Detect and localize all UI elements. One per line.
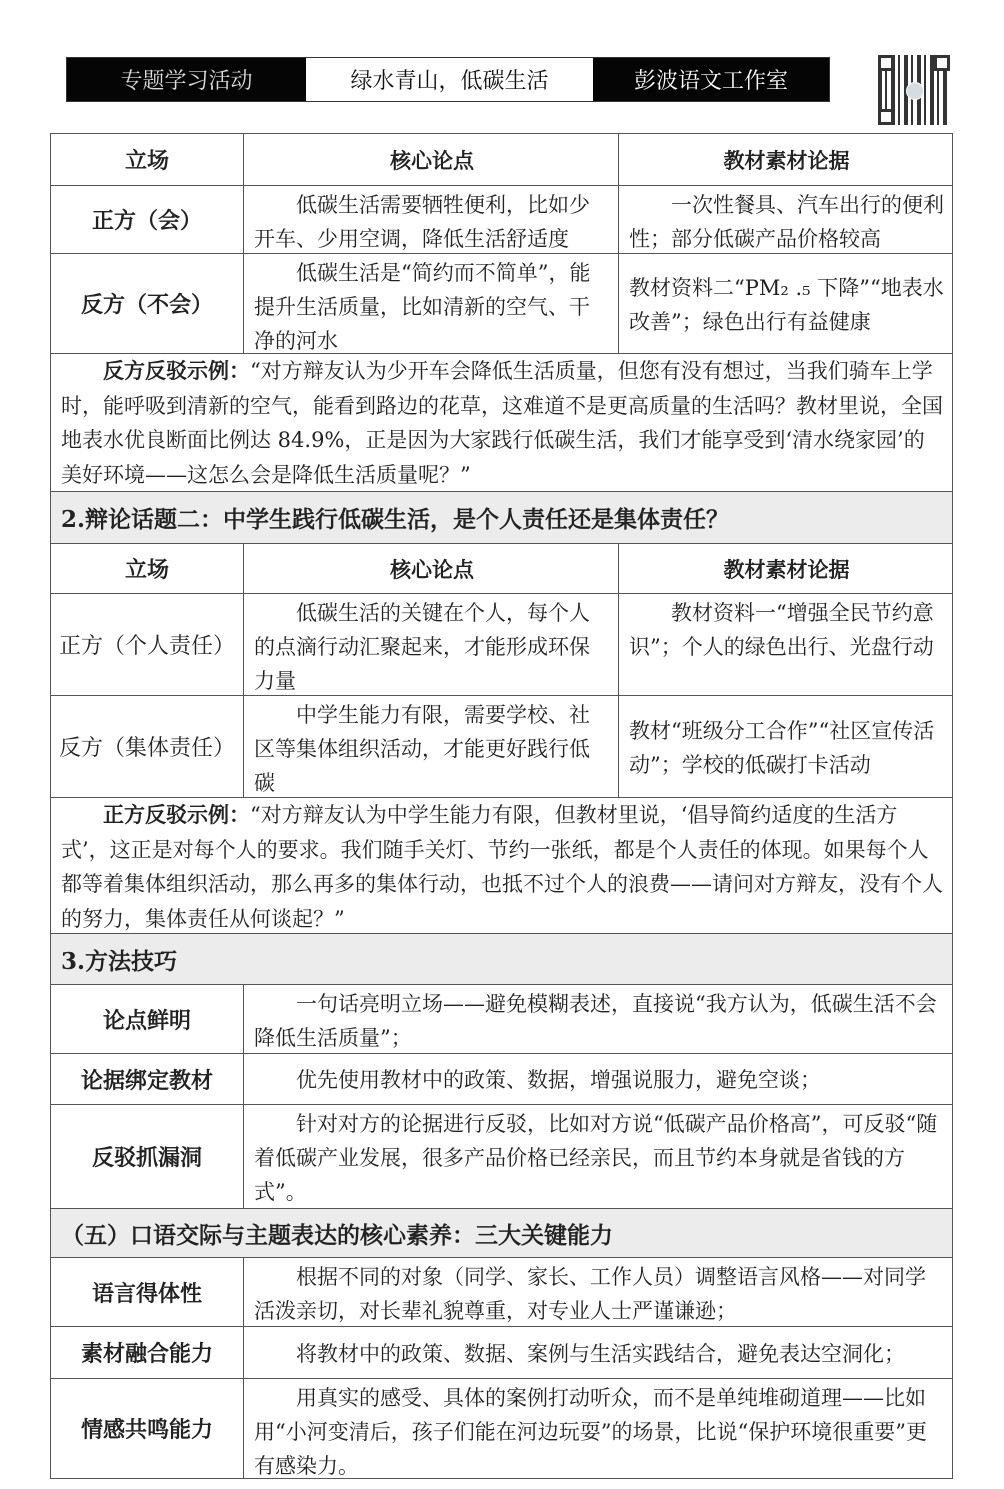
table-row <box>51 253 952 353</box>
rebuttal-row <box>51 353 952 491</box>
header-studio: 彭波语文工作室 <box>593 58 829 101</box>
col-header: 教材素材论据 <box>723 147 850 173</box>
rebuttal-text <box>51 354 952 491</box>
section-heading: （五）口语交际与主题表达的核心素养：三大关键能力 <box>51 1208 952 1257</box>
table2-header <box>51 543 952 593</box>
method-text: 一句话亮明立场——避免模糊表述，直接说“我方认为，低碳生活不会降低生活质量”； <box>254 992 937 1050</box>
point-cell: 低碳生活需要牺牲便利，比如少开车、少用空调，降低生活舒适度 <box>244 186 619 253</box>
ability-text: 根据不同的对象（同学、家长、工作人员）调整语言风格——对同学活泼亲切，对长辈礼貌尊重，对专业人士严谨谦逊； <box>254 1265 926 1323</box>
section-heading: 3.方法技巧 <box>51 933 952 984</box>
rebuttal-body: “对方辩友认为中学生能力有限，但教材里说，‘倡导简约适度的生活方式’，这正是对每个人的要求。我们随手关灯、节约一张纸，都是个人责任的体现。如果每个人都等着集体组织活动，那么再多的集体行动，也抵不过个人的浪费——请问对方辩友，没有个人的努力，集体责任从何谈起？” <box>61 803 943 931</box>
ability-text: 将教材中的政策、数据、案例与生活实践结合，避免表达空洞化； <box>296 1341 905 1366</box>
table-row <box>51 1326 952 1378</box>
header-title: 绿水青山，低碳生活 <box>306 58 593 101</box>
method-text: 优先使用教材中的政策、数据，增强说服力，避免空谈； <box>296 1068 821 1092</box>
qr-code-icon <box>878 55 950 125</box>
table-row <box>51 185 952 253</box>
point-cell: 中学生能力有限，需要学校、社区等集体组织活动，才能更好践行低碳 <box>244 696 619 797</box>
rebuttal-body: “对方辩友认为少开车会降低生活质量，但您有没有想过，当我们骑车上学时，能呼吸到清新的空气，能看到路边的花草，这难道不是更高质量的生活吗？教材里说，全国地表水优良断面比例达 84.9%，正是因为大家践行低碳生活，我们才能享受到‘清水绕家园’的美好环境——这怎么会是降低生活质量呢？” <box>61 359 943 487</box>
ability-label: 素材融合能力 <box>51 1327 244 1378</box>
rebuttal-label: 正方反驳示例： <box>103 802 250 827</box>
table-row <box>51 593 952 695</box>
rebuttal-row <box>51 797 952 933</box>
table-row <box>51 1257 952 1326</box>
col-header: 立场 <box>51 134 244 185</box>
section-heading: 2.辩论话题二：中学生践行低碳生活，是个人责任还是集体责任？ <box>51 491 952 543</box>
method-text: 针对对方的论据进行反驳，比如对方说“低碳产品价格高”，可反驳“随着低碳产业发展，很多产品价格已经亲民，而且节约本身就是省钱的方式”。 <box>254 1112 938 1204</box>
side-label: 正方（会） <box>51 186 244 253</box>
method-label: 论据绑定教材 <box>51 1054 244 1104</box>
ability-label: 情感共鸣能力 <box>51 1379 244 1478</box>
side-label: 反方（集体责任） <box>51 696 244 797</box>
header-banner <box>66 57 830 102</box>
col-header: 教材素材论据 <box>723 556 850 582</box>
table-row <box>51 695 952 797</box>
col-header: 核心论点 <box>244 134 619 185</box>
table-row <box>51 1104 952 1208</box>
point-cell: 低碳生活的关键在个人，每个人的点滴行动汇聚起来，才能形成环保力量 <box>244 594 619 695</box>
ability-text: 用真实的感受、具体的案例打动听众，而不是单纯堆砌道理——比如用“小河变清后，孩子们能在河边玩耍”的场景，比说“保护环境很重要”更有感染力。 <box>254 1386 927 1478</box>
table1-header <box>51 134 952 185</box>
rebuttal-text <box>51 798 952 933</box>
evidence-cell: 一次性餐具、汽车出行的便利性；部分低碳产品价格较高 <box>629 193 944 251</box>
table-row <box>51 1378 952 1478</box>
ability-label: 语言得体性 <box>51 1258 244 1326</box>
rebuttal-label: 反方反驳示例： <box>103 358 250 383</box>
method-label: 反驳抓漏洞 <box>51 1105 244 1208</box>
side-label: 正方（个人责任） <box>51 594 244 695</box>
evidence-cell: 教材资料二“PM₂ .₅ 下降”“地表水改善”；绿色出行有益健康 <box>629 275 944 334</box>
side-label: 反方（不会） <box>51 254 244 353</box>
content-table <box>50 133 953 1479</box>
table-row <box>51 984 952 1053</box>
evidence-cell: 教材“班级分工合作”“社区宣传活动”；学校的低碳打卡活动 <box>629 718 935 777</box>
table-row <box>51 1053 952 1104</box>
col-header: 立场 <box>51 544 244 593</box>
method-label: 论点鲜明 <box>51 985 244 1053</box>
col-header: 核心论点 <box>244 544 619 593</box>
point-cell: 低碳生活是“简约而不简单”，能提升生活质量，比如清新的空气、干净的河水 <box>244 254 619 353</box>
header-activity: 专题学习活动 <box>67 58 306 101</box>
evidence-cell: 教材资料一“增强全民节约意识”；个人的绿色出行、光盘行动 <box>629 601 934 659</box>
